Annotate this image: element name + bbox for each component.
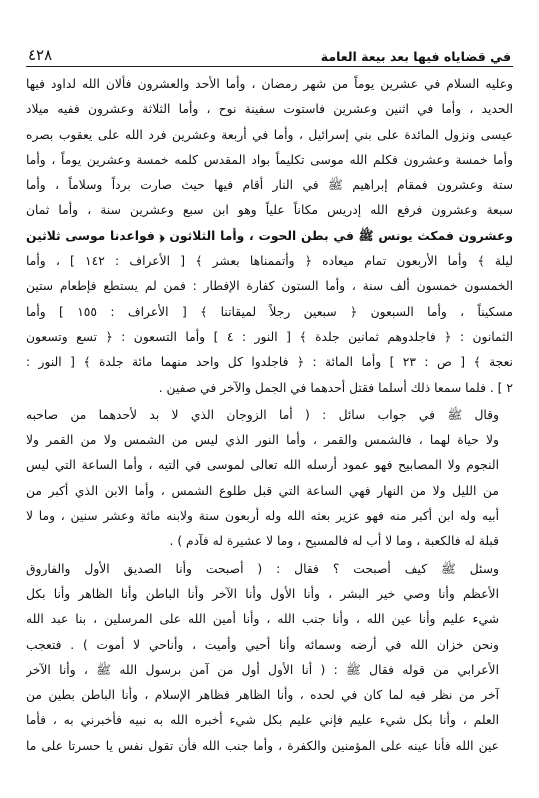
text-line: من الليل ولا من النهار فهي الساعة التي قبل طلوع الشمس ، وأما الابن الذي أكبر من — [26, 483, 499, 498]
text-line: وأما خمسة وعشرون فكلم الله موسى تكليماً بواد المقدس كلمه خمسة وعشرين يوماً ، وأما — [26, 152, 513, 167]
text-line: وعليه السلام في عشرين يوماً من شهر رمضان ، وأما الأحد والعشرون فألان الله لداود فيها — [26, 77, 513, 91]
body-text — [26, 72, 513, 759]
text-line: وسئل ﷺ كيف أصبحت ؟ فقال : ( أصبحت وأنا الصديق الأول والفاروق — [26, 561, 499, 576]
text-line: ستة وعشرون فمقام إبراهيم ﷺ في النار أقام فيها حيث صارت برداً وسلاماً ، وأما — [26, 178, 513, 193]
text-line: عين الله فأنا عينه على المؤمنين والكفرة ، وأما جنب الله فأن تقول نفس يا حسرتا على ما — [26, 738, 499, 753]
text-line: ونحن خزان الله في أرضه وسمائه وأنا أحيي وأميت ، وأناحي لا أموت ) . فتعجب — [26, 637, 499, 652]
text-line: الخمسون خمسون ألف سنة ، وأما الستون كفارة الإفطار : فمن لم يستطع فإطعام ستين — [26, 279, 513, 294]
paragraph-1 — [26, 72, 513, 401]
text-line: الأعرابي من قوله فقال ﷺ : ( أنا الأول أول من آمن برسول الله ﷺ ، وأنا الآخر — [26, 662, 499, 677]
text-line: شيء عليم وأنا عين الله ، وأنا جنب الله ، وأنا أمين الله على المرسلين ، بنا عبد الله — [26, 612, 499, 627]
text-line: قبلة له فالكعبة ، وما لا أب له فالمسيح ، وما لا عشيرة له فآدم ) . — [169, 534, 499, 549]
paragraph-2 — [26, 403, 513, 555]
text-line: ولا حياة لهما ، فالشمس والقمر ، وأما النور الذي ليس من الشمس ولا من القمر ولا — [26, 433, 499, 448]
header-rule — [26, 66, 513, 67]
text-line: مسكيناً ، وأما السبعون ﴿ سبعين رجلاً لميقاتنا ﴾ [ الأعراف : ١٥٥ ] وأما — [26, 304, 513, 319]
text-line: الأعظم وأنا وصي خير البشر ، وأنا الأول وأنا الآخر وأنا الباطن وأنا الظاهر وأنا بكل — [26, 586, 499, 601]
text-line: الحديد ، وأما في اثنين وعشرين فاستوت سفينة نوح ، وأما الثلاثة وعشرون ففيه ميلاد — [26, 102, 513, 117]
text-line: أبيه وله ابن أكبر منه فهو عزير بعثه الله وله أربعون سنة ولابنه مائة وعشر سنين ، وما لا — [26, 509, 499, 524]
text-line: وعشرون فمكث يونس ﷺ في بطن الحوت ، وأما الثلاثون ﴿ فواعدنا موسى ثلاثين — [26, 228, 513, 243]
text-line: وقال ﷺ في جواب سائل : ( أما الزوجان الذي لا بد لأحدهما من صاحبه — [26, 407, 499, 422]
text-line: نعجة ﴾ [ ص : ٢٣ ] وأما المائة : ﴿ فاجلدوا كل واحد منهما مائة جلدة ﴾ [ النور : — [26, 355, 513, 370]
running-title: في قضاياه فيها بعد بيعة العامة — [320, 49, 511, 64]
text-line: عيسى ونزول المائدة على بني إسرائيل ، وأما في أربعة وعشرين فرد الله على يعقوب بصره — [26, 127, 513, 142]
paragraph-3 — [26, 557, 513, 759]
text-line: ٢ ] . فلما سمعا ذلك أسلما فقتل أحدهما في الجمل والآخر في صفين . — [158, 380, 513, 395]
text-line: النجوم ولا المصابيح فهو عمود أرسله الله تعالى لموسى في التيه ، وأما الساعة التي ليس — [26, 458, 499, 473]
text-line: سبعة وعشرون فرفع الله إدريس مكاناً علياً وهو ابن سبع وعشرين سنة ، وأما ثمان — [26, 203, 513, 218]
page-number: ٤٢٨ — [28, 46, 53, 64]
page-header — [28, 40, 511, 64]
text-line: آخر من نظر فيه لما كان في لحده ، وأنا الظاهر فظاهر الإسلام ، وأنا الباطن بطين من — [26, 688, 499, 703]
text-line: ليلة ﴾ وأما الأربعون تمام ميعاده ﴿ وأتممناها بعشر ﴾ [ الأعراف : ١٤٢ ] ، وأما — [26, 254, 513, 269]
text-line: الثمانون : ﴿ فاجلدوهم ثمانين جلدة ﴾ [ النور : ٤ ] وأما التسعون : ﴿ تسع وتسعون — [26, 329, 513, 344]
text-line: العلم ، وأنا بكل شيء عليم فإني عليم بكل شيء أخبره الله به نبيه فأخبرني به ، فأما — [26, 713, 499, 728]
